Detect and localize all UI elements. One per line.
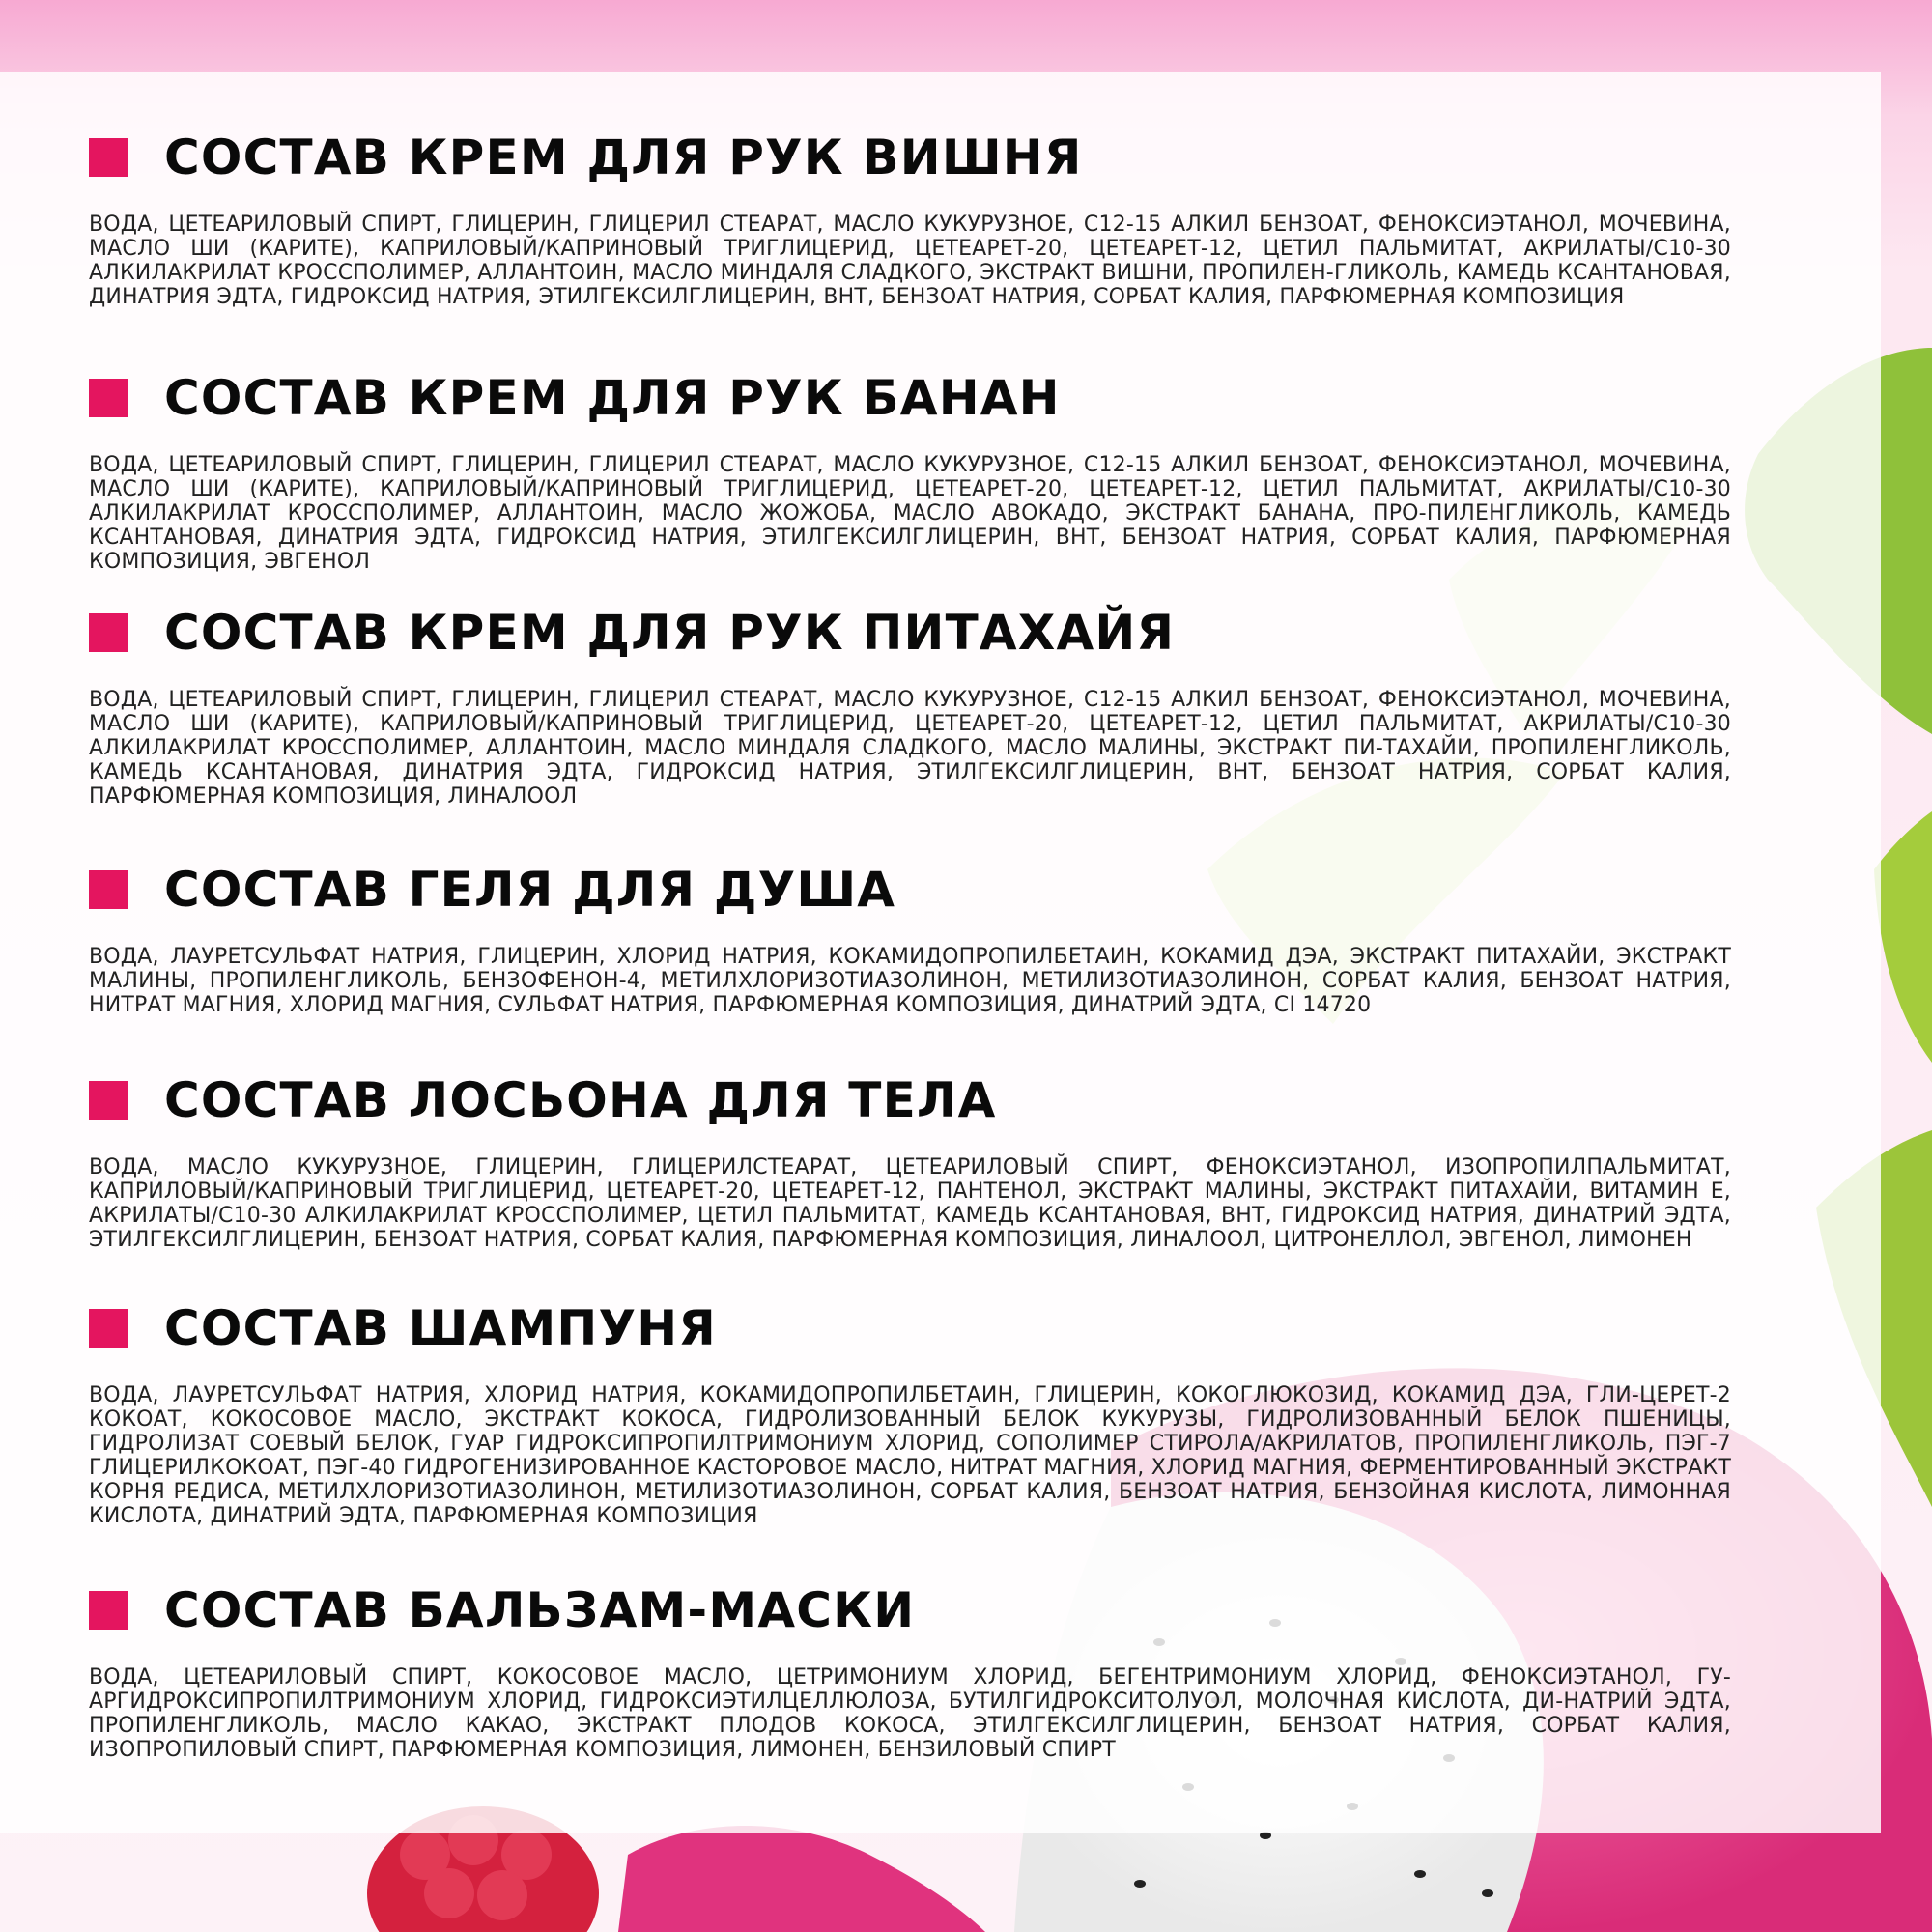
bullet-square-icon: [89, 613, 128, 652]
ingredients-text: ВОДА, ЦЕТЕАРИЛОВЫЙ СПИРТ, КОКОСОВОЕ МАСЛО, ЦЕТРИМОНИУМ ХЛОРИД, БЕГЕНТРИМОНИУМ ХЛОРИД, ФЕНОКСИЭТАНОЛ, ГУ-АРГИДРОКСИПРОПИЛТРИМОНИУМ ХЛОРИД, ГИДРОКСИЭТИЛЦЕЛЛЮЛОЗА, БУТИЛГИДРОКСИТОЛУОЛ, МОЛОЧНАЯ КИСЛОТА, ДИ-НАТРИЙ ЭДТА, ПРОПИЛЕНГЛИКОЛЬ, МАСЛО КАКАО, ЭКСТРАКТ ПЛОДОВ КОКОСА, ЭТИЛГЕКСИЛГЛИЦЕРИН, БЕНЗОАТ НАТРИЯ, СОРБАТ КАЛИЯ, ИЗОПРОПИЛОВЫЙ СПИРТ, ПАРФЮМЕРНАЯ КОМПОЗИЦИЯ, ЛИМОНЕН, БЕНЗИЛОВЫЙ СПИРТ: [89, 1665, 1731, 1762]
section-heading: [89, 124, 1731, 191]
bullet-square-icon: [89, 1081, 128, 1120]
section-title: СОСТАВ КРЕМ ДЛЯ РУК БАНАН: [164, 370, 1061, 426]
ingredients-text: ВОДА, ЦЕТЕАРИЛОВЫЙ СПИРТ, ГЛИЦЕРИН, ГЛИЦЕРИЛ СТЕАРАТ, МАСЛО КУКУРУЗНОЕ, С12-15 АЛКИЛ БЕНЗОАТ, ФЕНОКСИЭТАНОЛ, МОЧЕВИНА, МАСЛО ШИ (КАРИТЕ), КАПРИЛОВЫЙ/КАПРИНОВЫЙ ТРИГЛИЦЕРИД, ЦЕТЕАРЕТ-20, ЦЕТЕАРЕТ-12, ЦЕТИЛ ПАЛЬМИТАТ, АКРИЛАТЫ/С10-30 АЛКИЛАКРИЛАТ КРОССПОЛИМЕР, АЛЛАНТОИН, МАСЛО ЖОЖОБА, МАСЛО АВОКАДО, ЭКСТРАКТ БАНАНА, ПРО-ПИЛЕНГЛИКОЛЬ, КАМЕДЬ КСАНТАНОВАЯ, ДИНАТРИЯ ЭДТА, ГИДРОКСИД НАТРИЯ, ЭТИЛГЕКСИЛГЛИЦЕРИН, ВНТ, БЕНЗОАТ НАТРИЯ, СОРБАТ КАЛИЯ, ПАРФЮМЕРНАЯ КОМПОЗИЦИЯ, ЭВГЕНОЛ: [89, 453, 1731, 574]
section-heading: [89, 1294, 1731, 1362]
section-title: СОСТАВ ЛОСЬОНА ДЛЯ ТЕЛА: [164, 1072, 997, 1128]
section-title: СОСТАВ ШАМПУНЯ: [164, 1300, 717, 1356]
section-heading: [89, 1066, 1731, 1134]
ingredients-section-body-lotion: [89, 1066, 1731, 1252]
bullet-square-icon: [89, 379, 128, 417]
ingredients-section-balm-mask: [89, 1577, 1731, 1762]
bullet-square-icon: [89, 1591, 128, 1630]
ingredients-section-banana-hand-cream: [89, 364, 1731, 574]
section-title: СОСТАВ БАЛЬЗАМ-МАСКИ: [164, 1582, 916, 1638]
ingredients-section-shower-gel: [89, 856, 1731, 1017]
ingredients-text: ВОДА, ЛАУРЕТСУЛЬФАТ НАТРИЯ, ХЛОРИД НАТРИЯ, КОКАМИДОПРОПИЛБЕТАИН, ГЛИЦЕРИН, КОКОГЛЮКОЗИД, КОКАМИД ДЭА, ГЛИ-ЦЕРЕТ-2 КОКОАТ, КОКОСОВОЕ МАСЛО, ЭКСТРАКТ КОКОСА, ГИДРОЛИЗОВАННЫЙ БЕЛОК КУКУРУЗЫ, ГИДРОЛИЗОВАННЫЙ БЕЛОК ПШЕНИЦЫ, ГИДРОЛИЗАТ СОЕВЫЙ БЕЛОК, ГУАР ГИДРОКСИПРОПИЛТРИМОНИУМ ХЛОРИД, СОПОЛИМЕР СТИРОЛА/АКРИЛАТОВ, ПРОПИЛЕНГЛИКОЛЬ, ПЭГ-7 ГЛИЦЕРИЛКОКОАТ, ПЭГ-40 ГИДРОГЕНИЗИРОВАННОЕ КАСТОРОВОЕ МАСЛО, НИТРАТ МАГНИЯ, ХЛОРИД МАГНИЯ, ФЕРМЕНТИРОВАННЫЙ ЭКСТРАКТ КОРНЯ РЕДИСА, МЕТИЛХЛОРИЗОТИАЗОЛИНОН, МЕТИЛИЗОТИАЗОЛИНОН, СОРБАТ КАЛИЯ, БЕНЗОАТ НАТРИЯ, БЕНЗОЙНАЯ КИСЛОТА, ЛИМОННАЯ КИСЛОТА, ДИНАТРИЙ ЭДТА, ПАРФЮМЕРНАЯ КОМПОЗИЦИЯ: [89, 1383, 1731, 1528]
dragon-fruit-skin-shape: [618, 1826, 985, 1932]
section-heading: [89, 364, 1731, 432]
ingredients-text: ВОДА, ЛАУРЕТСУЛЬФАТ НАТРИЯ, ГЛИЦЕРИН, ХЛОРИД НАТРИЯ, КОКАМИДОПРОПИЛБЕТАИН, КОКАМИД ДЭА, ЭКСТРАКТ ПИТАХАЙИ, ЭКСТРАКТ МАЛИНЫ, ПРОПИЛЕНГЛИКОЛЬ, БЕНЗОФЕНОН-4, МЕТИЛХЛОРИЗОТИАЗОЛИНОН, МЕТИЛИЗОТИАЗОЛИНОН, СОРБАТ КАЛИЯ, БЕНЗОАТ НАТРИЯ, НИТРАТ МАГНИЯ, ХЛОРИД МАГНИЯ, СУЛЬФАТ НАТРИЯ, ПАРФЮМЕРНАЯ КОМПОЗИЦИЯ, ДИНАТРИЙ ЭДТА, CI 14720: [89, 945, 1731, 1017]
ingredients-section-shampoo: [89, 1294, 1731, 1528]
bullet-square-icon: [89, 1309, 128, 1348]
ingredients-text: ВОДА, ЦЕТЕАРИЛОВЫЙ СПИРТ, ГЛИЦЕРИН, ГЛИЦЕРИЛ СТЕАРАТ, МАСЛО КУКУРУЗНОЕ, С12-15 АЛКИЛ БЕНЗОАТ, ФЕНОКСИЭТАНОЛ, МОЧЕВИНА, МАСЛО ШИ (КАРИТЕ), КАПРИЛОВЫЙ/КАПРИНОВЫЙ ТРИГЛИЦЕРИД, ЦЕТЕАРЕТ-20, ЦЕТЕАРЕТ-12, ЦЕТИЛ ПАЛЬМИТАТ, АКРИЛАТЫ/С10-30 АЛКИЛАКРИЛАТ КРОССПОЛИМЕР, АЛЛАНТОИН, МАСЛО МИНДАЛЯ СЛАДКОГО, ЭКСТРАКТ ВИШНИ, ПРОПИЛЕН-ГЛИКОЛЬ, КАМЕДЬ КСАНТАНОВАЯ, ДИНАТРИЯ ЭДТА, ГИДРОКСИД НАТРИЯ, ЭТИЛГЕКСИЛГЛИЦЕРИН, ВНТ, БЕНЗОАТ НАТРИЯ, СОРБАТ КАЛИЯ, ПАРФЮМЕРНАЯ КОМПОЗИЦИЯ: [89, 213, 1731, 309]
section-heading: [89, 1577, 1731, 1644]
ingredients-text: ВОДА, МАСЛО КУКУРУЗНОЕ, ГЛИЦЕРИН, ГЛИЦЕРИЛСТЕАРАТ, ЦЕТЕАРИЛОВЫЙ СПИРТ, ФЕНОКСИЭТАНОЛ, ИЗОПРОПИЛПАЛЬМИТАТ, КАПРИЛОВЫЙ/КАПРИНОВЫЙ ТРИГЛИЦЕРИД, ЦЕТЕАРЕТ-20, ЦЕТЕАРЕТ-12, ПАНТЕНОЛ, ЭКСТРАКТ МАЛИНЫ, ЭКСТРАКТ ПИТАХАЙИ, ВИТАМИН Е, АКРИЛАТЫ/С10-30 АЛКИЛАКРИЛАТ КРОССПОЛИМЕР, ЦЕТИЛ ПАЛЬМИТАТ, КАМЕДЬ КСАНТАНОВАЯ, ВНТ, ГИДРОКСИД НАТРИЯ, ДИНАТРИЙ ЭДТА, ЭТИЛГЕКСИЛГЛИЦЕРИН, БЕНЗОАТ НАТРИЯ, СОРБАТ КАЛИЯ, ПАРФЮМЕРНАЯ КОМПОЗИЦИЯ, ЛИНАЛООЛ, ЦИТРОНЕЛЛОЛ, ЭВГЕНОЛ, ЛИМОНЕН: [89, 1155, 1731, 1252]
bullet-square-icon: [89, 138, 128, 177]
leaf-shape: [1874, 811, 1932, 1063]
section-title: СОСТАВ КРЕМ ДЛЯ РУК ПИТАХАЙЯ: [164, 605, 1176, 661]
ingredients-section-pitahaya-hand-cream: [89, 599, 1731, 809]
section-heading: [89, 599, 1731, 667]
bullet-square-icon: [89, 870, 128, 909]
section-heading: [89, 856, 1731, 923]
section-title: СОСТАВ КРЕМ ДЛЯ РУК ВИШНЯ: [164, 129, 1083, 185]
ingredients-section-cherry-hand-cream: [89, 124, 1731, 309]
ingredients-text: ВОДА, ЦЕТЕАРИЛОВЫЙ СПИРТ, ГЛИЦЕРИН, ГЛИЦЕРИЛ СТЕАРАТ, МАСЛО КУКУРУЗНОЕ, С12-15 АЛКИЛ БЕНЗОАТ, ФЕНОКСИЭТАНОЛ, МОЧЕВИНА, МАСЛО ШИ (КАРИТЕ), КАПРИЛОВЫЙ/КАПРИНОВЫЙ ТРИГЛИЦЕРИД, ЦЕТЕАРЕТ-20, ЦЕТЕАРЕТ-12, ЦЕТИЛ ПАЛЬМИТАТ, АКРИЛАТЫ/С10-30 АЛКИЛАКРИЛАТ КРОССПОЛИМЕР, АЛЛАНТОИН, МАСЛО МИНДАЛЯ СЛАДКОГО, МАСЛО МАЛИНЫ, ЭКСТРАКТ ПИ-ТАХАЙИ, ПРОПИЛЕНГЛИКОЛЬ, КАМЕДЬ КСАНТАНОВАЯ, ДИНАТРИЯ ЭДТА, ГИДРОКСИД НАТРИЯ, ЭТИЛГЕКСИЛГЛИЦЕРИН, ВНТ, БЕНЗОАТ НАТРИЯ, СОРБАТ КАЛИЯ, ПАРФЮМЕРНАЯ КОМПОЗИЦИЯ, ЛИНАЛООЛ: [89, 688, 1731, 809]
section-title: СОСТАВ ГЕЛЯ ДЛЯ ДУША: [164, 862, 896, 918]
